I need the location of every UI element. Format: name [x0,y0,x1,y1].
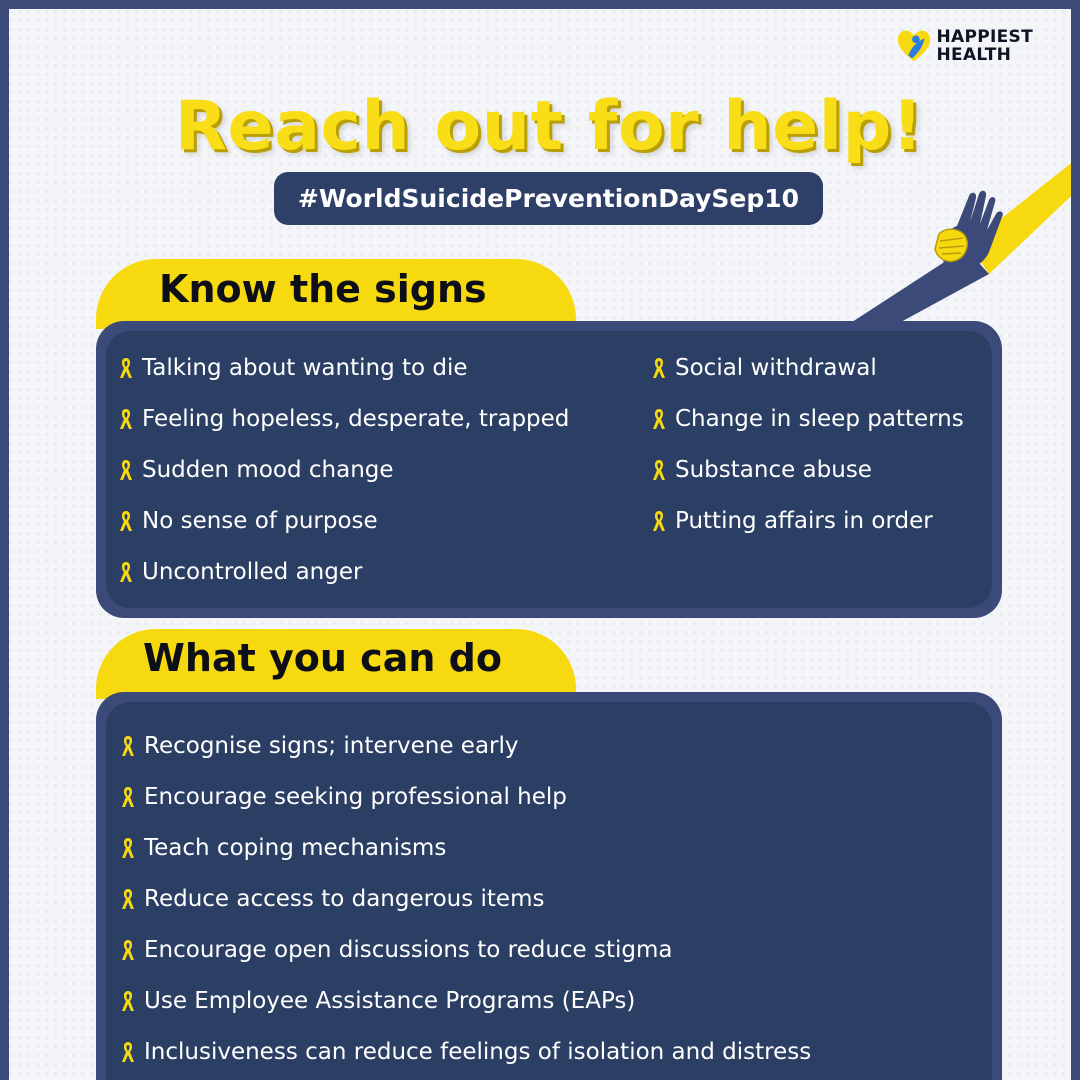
list-item [120,988,635,1014]
yellow-ribbon-icon [118,356,134,380]
action-text: Recognise signs; intervene early [144,733,519,759]
list-item [118,406,569,432]
yellow-ribbon-icon [651,458,667,482]
yellow-ribbon-icon [118,560,134,584]
actions-heading: What you can do [143,636,502,680]
list-item [651,355,877,381]
yellow-ribbon-icon [651,356,667,380]
list-item [120,1039,811,1065]
list-item [118,508,378,534]
list-item [120,835,446,861]
yellow-ribbon-icon [118,407,134,431]
list-item [118,355,468,381]
sign-text: Feeling hopeless, desperate, trapped [142,406,570,432]
yellow-ribbon-icon [120,836,136,860]
logo [895,27,1033,65]
list-item [651,457,872,483]
list-item [120,784,567,810]
list-item [120,733,519,759]
yellow-ribbon-icon [120,734,136,758]
sign-text: Uncontrolled anger [142,559,363,585]
action-text: Reduce access to dangerous items [144,886,545,912]
yellow-ribbon-icon [120,938,136,962]
yellow-ribbon-icon [120,1040,136,1064]
heart-person-icon [895,27,933,65]
sign-text: Change in sleep patterns [675,406,964,432]
sign-text: Substance abuse [675,457,872,483]
list-item [120,886,544,912]
sign-text: Talking about wanting to die [142,355,468,381]
list-item [651,406,964,432]
sign-text: Putting affairs in order [675,508,933,534]
yellow-ribbon-icon [118,509,134,533]
yellow-ribbon-icon [651,509,667,533]
signs-heading: Know the signs [159,267,487,311]
list-item [120,937,673,963]
page-title: Reach out for help! [174,87,924,166]
sign-text: Social withdrawal [675,355,877,381]
yellow-ribbon-icon [120,785,136,809]
sign-text: Sudden mood change [142,457,394,483]
logo-line1: HAPPIEST [936,27,1033,47]
yellow-ribbon-icon [651,407,667,431]
yellow-ribbon-icon [120,989,136,1013]
action-text: Teach coping mechanisms [144,835,447,861]
logo-line2: HEALTH [936,45,1012,65]
action-text: Encourage seeking professional help [144,784,567,810]
action-text: Use Employee Assistance Programs (EAPs) [144,988,636,1014]
action-text: Encourage open discussions to reduce stigma [144,937,673,963]
list-item [651,508,933,534]
yellow-ribbon-icon [118,458,134,482]
helping-hands-icon [839,134,1080,334]
hashtag-badge: #WorldSuicidePreventionDaySep10 [274,172,823,225]
list-item [118,559,362,585]
action-text: Inclusiveness can reduce feelings of isolation and distress [144,1039,812,1065]
sign-text: No sense of purpose [142,508,378,534]
yellow-ribbon-icon [120,887,136,911]
list-item [118,457,394,483]
